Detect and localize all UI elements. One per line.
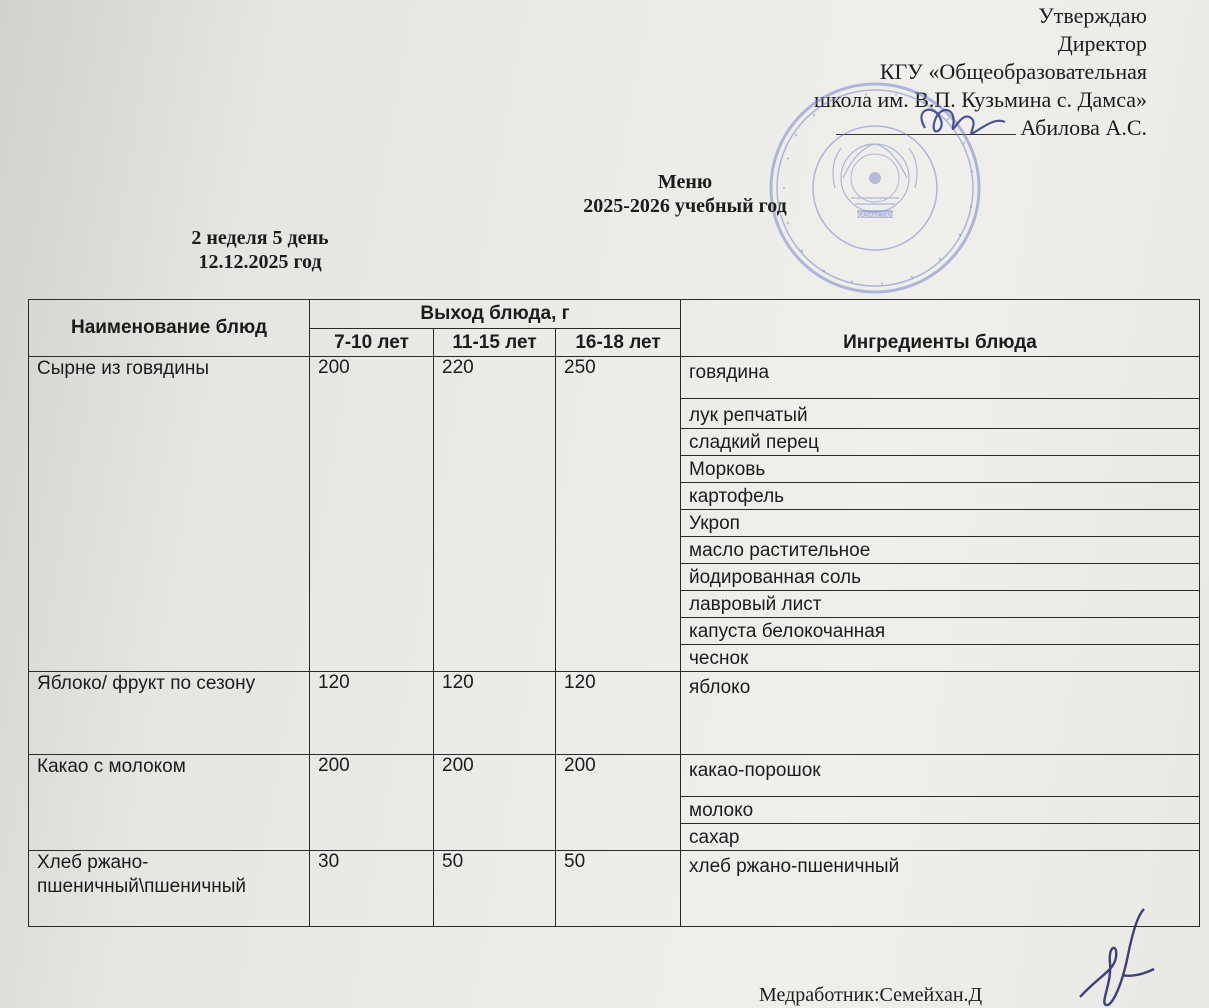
yield-16-18: 250 bbox=[556, 357, 681, 672]
yield-16-18: 50 bbox=[556, 851, 681, 927]
header-yield: Выход блюда, г bbox=[310, 300, 681, 329]
ingredient-cell: чеснок bbox=[681, 645, 1200, 672]
dish-name: Какао с молоком bbox=[29, 755, 310, 851]
yield-7-10: 30 bbox=[310, 851, 434, 927]
ingredient-cell: хлеб ржано-пшеничный bbox=[681, 851, 1200, 927]
approval-position: Директор bbox=[1057, 31, 1147, 56]
title-menu: Меню bbox=[657, 171, 713, 193]
menu-date: 12.12.2025 год bbox=[198, 251, 322, 273]
yield-7-10: 200 bbox=[310, 755, 434, 851]
medic-signature bbox=[1070, 905, 1160, 1008]
medic-label: Медработник:Семейхан.Д bbox=[759, 984, 983, 1006]
ingredient-cell: Морковь bbox=[681, 456, 1200, 483]
approval-heading: Утверждаю bbox=[1038, 3, 1147, 28]
ingredient-cell: сахар bbox=[681, 824, 1200, 851]
table-row bbox=[29, 755, 1200, 797]
yield-11-15: 120 bbox=[434, 672, 556, 755]
ingredient-cell: молоко bbox=[681, 797, 1200, 824]
header-age-11-15: 11-15 лет bbox=[434, 329, 556, 357]
ingredient-cell: лавровый лист bbox=[681, 591, 1200, 618]
approval-org-line1: КГУ «Общеобразовательная bbox=[879, 59, 1147, 84]
header-row bbox=[29, 300, 1200, 329]
dish-name: Хлеб ржано-пшеничный\пшеничный bbox=[29, 851, 310, 927]
ingredient-cell: масло растительное bbox=[681, 537, 1200, 564]
table-row bbox=[29, 851, 1200, 927]
ingredient-cell: сладкий перец bbox=[681, 429, 1200, 456]
yield-11-15: 50 bbox=[434, 851, 556, 927]
ingredient-cell: Укроп bbox=[681, 510, 1200, 537]
yield-11-15: 200 bbox=[434, 755, 556, 851]
ingredient-cell: йодированная соль bbox=[681, 564, 1200, 591]
week-day: 2 неделя 5 день bbox=[191, 227, 329, 249]
approval-signer-name: Абилова А.С. bbox=[1020, 115, 1147, 140]
approval-org-line2: школа им. В.П. Кузьмина с. Дамса» bbox=[814, 87, 1147, 112]
yield-16-18: 200 bbox=[556, 755, 681, 851]
header-age-16-18: 16-18 лет bbox=[556, 329, 681, 357]
menu-table bbox=[28, 299, 1200, 927]
header-age-7-10: 7-10 лет bbox=[310, 329, 434, 357]
ingredient-cell: картофель bbox=[681, 483, 1200, 510]
table-row bbox=[29, 672, 1200, 755]
header-dish-name: Наименование блюд bbox=[29, 300, 310, 357]
dish-name: Яблоко/ фрукт по сезону bbox=[29, 672, 310, 755]
day-info bbox=[150, 226, 370, 274]
menu-body bbox=[29, 357, 1200, 927]
dish-name: Сырне из говядины bbox=[29, 357, 310, 672]
title-year: 2025-2026 учебный год bbox=[583, 195, 787, 217]
ingredient-cell: лук репчатый bbox=[681, 399, 1200, 429]
director-signature bbox=[905, 98, 1015, 158]
header-ingredients: Ингредиенты блюда bbox=[681, 300, 1200, 357]
ingredient-cell: яблоко bbox=[681, 672, 1200, 755]
document-title bbox=[520, 170, 850, 218]
ingredient-cell: говядина bbox=[681, 357, 1200, 399]
ingredient-cell: какао-порошок bbox=[681, 755, 1200, 797]
ingredient-cell: капуста белокочанная bbox=[681, 618, 1200, 645]
stamp-emblem-text: ҚАЗАҚСТАН bbox=[856, 212, 894, 219]
yield-7-10: 120 bbox=[310, 672, 434, 755]
table-row bbox=[29, 357, 1200, 399]
yield-7-10: 200 bbox=[310, 357, 434, 672]
yield-11-15: 220 bbox=[434, 357, 556, 672]
yield-16-18: 120 bbox=[556, 672, 681, 755]
